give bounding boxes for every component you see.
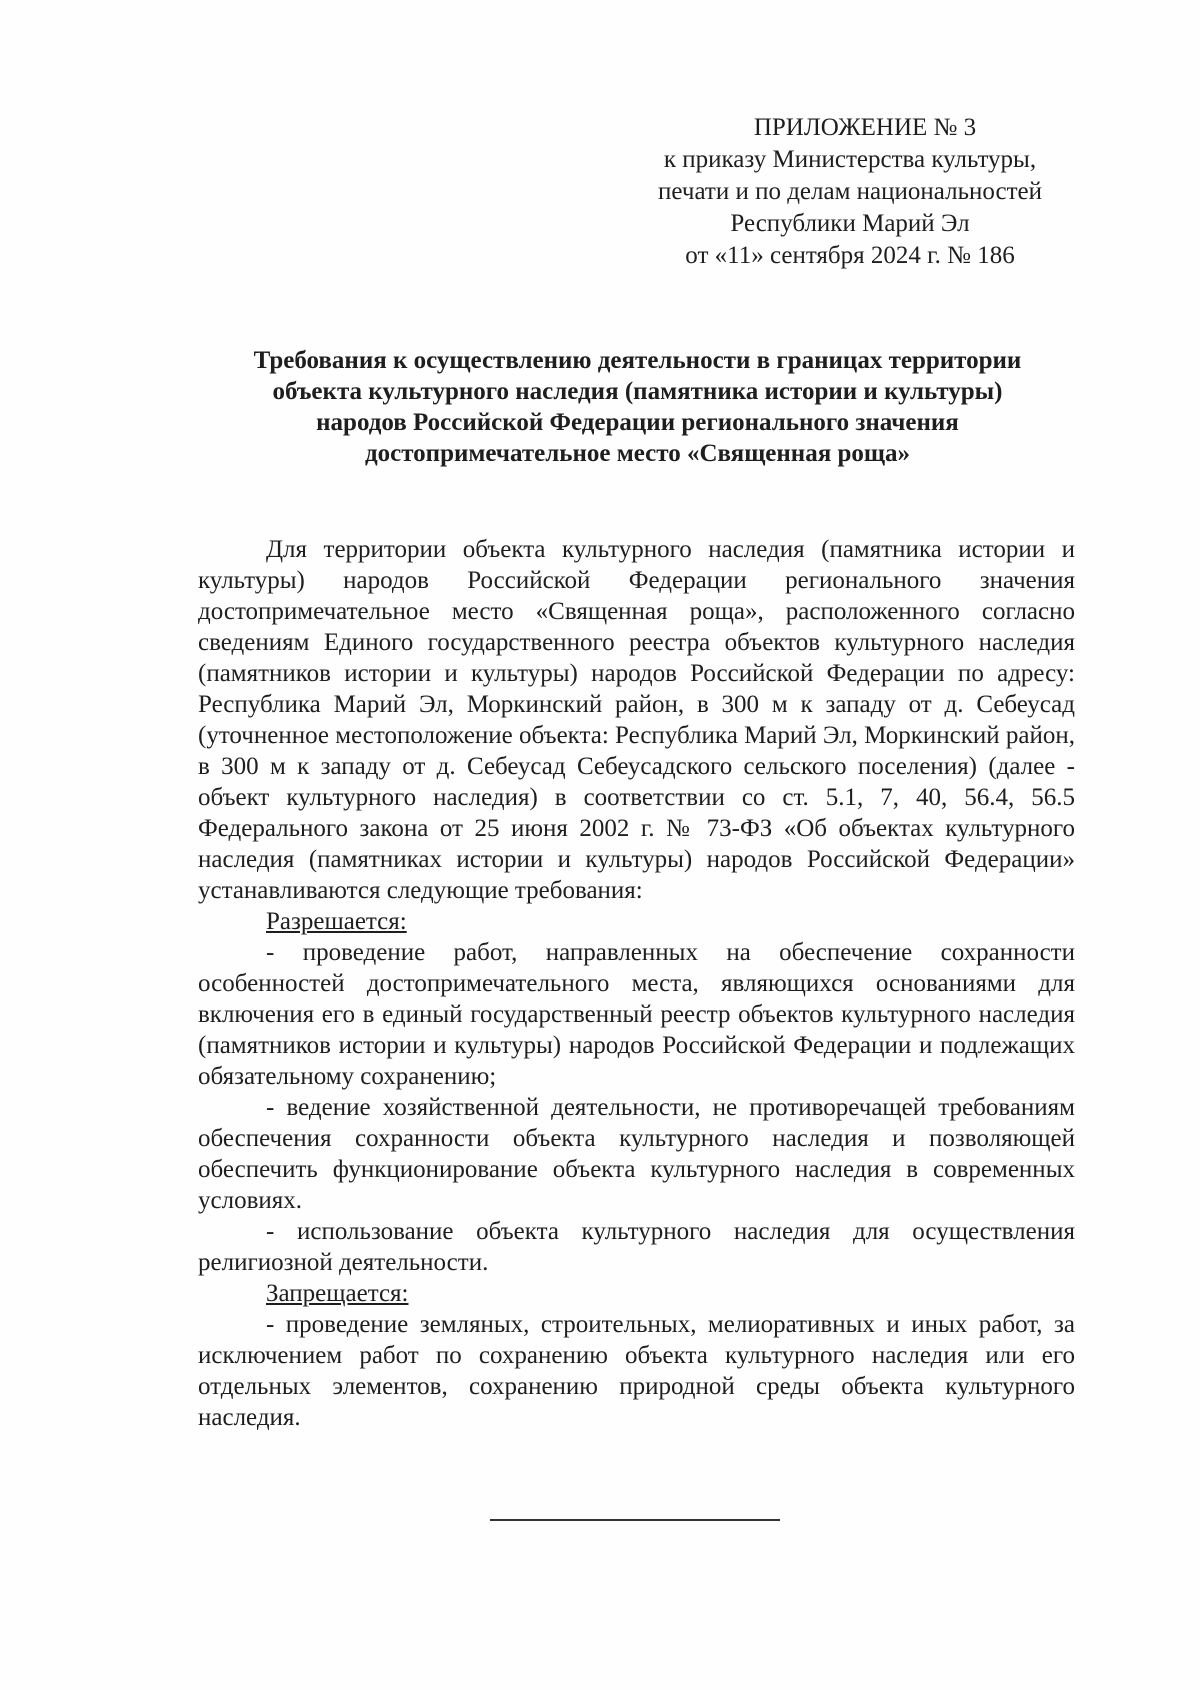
appendix-line: печати и по делам национальностей	[658, 178, 1042, 205]
title-line: объекта культурного наследия (памятника истории и культуры)	[272, 378, 1003, 405]
intro-paragraph: Для территории объекта культурного наследия (памятника истории и культуры) народов Российской Федерации регионального значения достопримечательное место «Священная роща», расположенного согласно сведениям Единого государственного реестра объектов культурного наследия (памятников истории и культуры) народов Российской Федерации по адресу: Республика Марий Эл, Моркинский район, в 300 м к западу от д. Себеусад (уточненное местоположение объекта: Республика Марий Эл, Моркинский район, в 300 м к западу от д. Себеусад Себеусадского сельского поселения) (далее - объект культурного наследия) в соответствии со ст. 5.1, 7, 40, 56.4, 56.5 Федерального закона от 25 июня 2002 г. № 73-ФЗ «Об объектах культурного наследия (памятниках истории и культуры) народов Российской Федерации» устанавливаются следующие требования:	[198, 536, 1075, 904]
appendix-title: ПРИЛОЖЕНИЕ № 3	[753, 114, 977, 141]
forbidden-heading: Запрещается:	[266, 1280, 409, 1307]
appendix-line: от «11» сентября 2024 г. № 186	[685, 242, 1015, 269]
document-title	[190, 345, 1085, 469]
allowed-heading: Разрешается:	[266, 908, 407, 935]
title-line: достопримечательное место «Священная роща»	[364, 440, 910, 467]
allowed-item: - ведение хозяйственной деятельности, не противоречащей требованиям обеспечения сохранности объекта культурного наследия и позволяющей обеспечить функционирование объекта культурного наследия в современных условиях.	[198, 1094, 1075, 1214]
end-divider	[490, 1519, 780, 1521]
appendix-line: к приказу Министерства культуры,	[663, 146, 1037, 173]
appendix-line: Республики Марий Эл	[730, 210, 970, 237]
allowed-item: - проведение работ, направленных на обеспечение сохранности особенностей достопримечательного места, являющихся основаниями для включения его в единый государственный реестр объектов культурного наследия (памятников истории и культуры) народов Российской Федерации и подлежащих обязательному сохранению;	[198, 939, 1075, 1090]
document-body	[198, 534, 1075, 1433]
appendix-block	[590, 112, 1110, 272]
title-line: народов Российской Федерации регионального значения	[316, 409, 959, 436]
title-line: Требования к осуществлению деятельности в границах территории	[253, 347, 1022, 374]
forbidden-item: - проведение земляных, строительных, мелиоративных и иных работ, за исключением работ по сохранению объекта культурного наследия или его отдельных элементов, сохранению природной среды объекта культурного наследия.	[198, 1311, 1075, 1431]
allowed-item: - использование объекта культурного наследия для осуществления религиозной деятельности.	[198, 1218, 1075, 1276]
allowed-heading-line	[198, 906, 1075, 937]
forbidden-heading-line	[198, 1278, 1075, 1309]
